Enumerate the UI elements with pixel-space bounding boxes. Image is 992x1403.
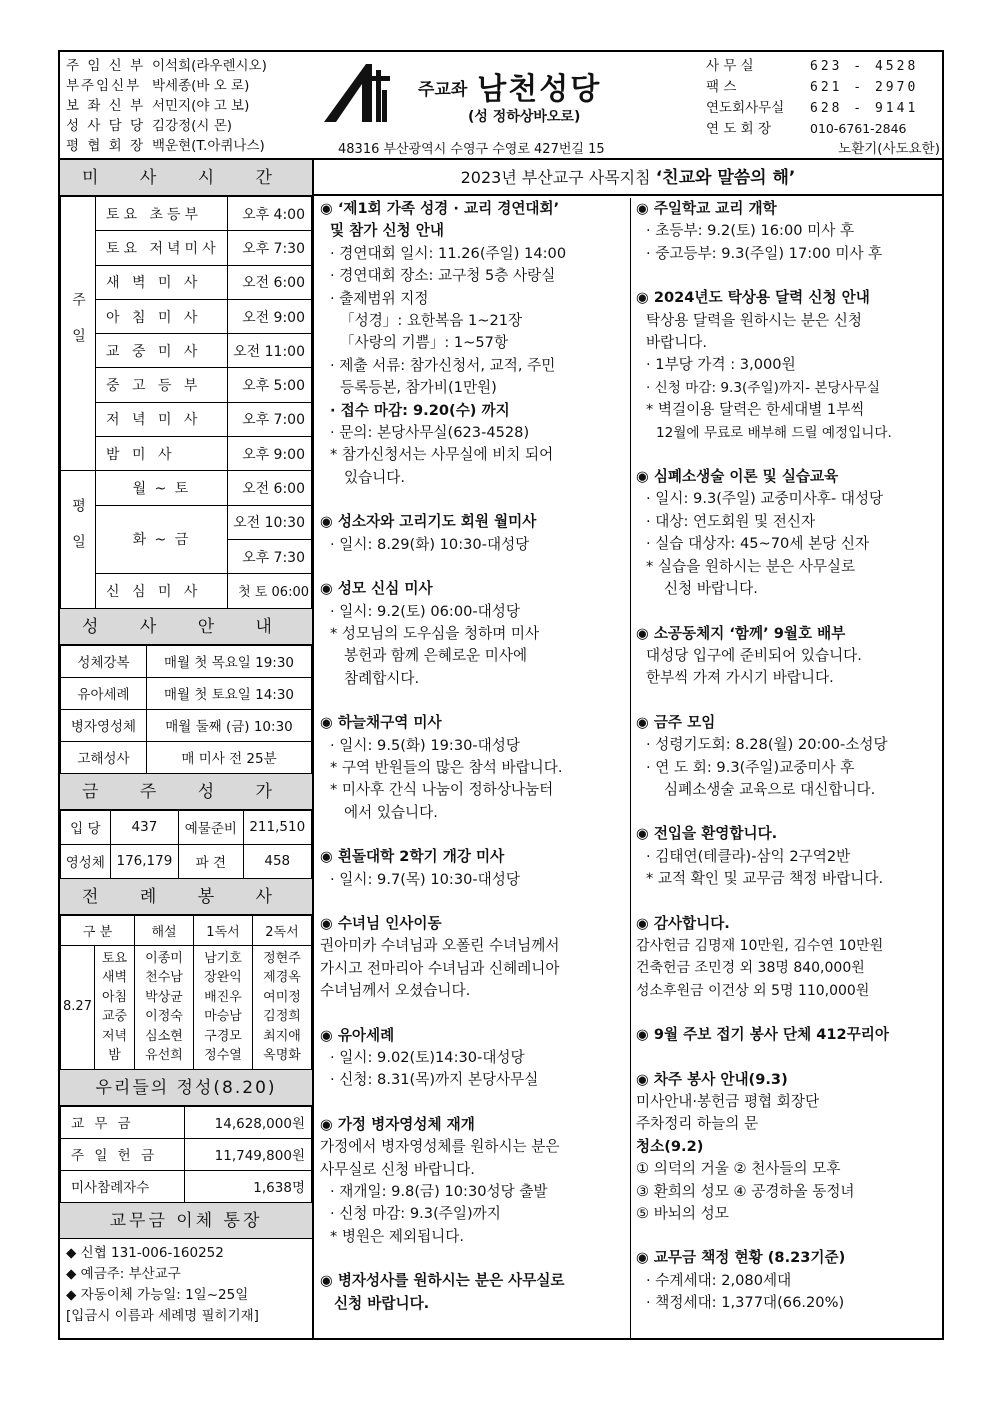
notice-item: ◉ 흰돌대학 2학기 개강 미사 · 일시: 9.7(목) 10:30-대성당 bbox=[320, 848, 520, 888]
staff-list bbox=[66, 56, 267, 156]
header bbox=[60, 52, 942, 160]
bulletin-page bbox=[58, 50, 944, 1340]
notice-item: ◉ 하늘채구역 미사 · 일시: 9.5(화) 19:30-대성당 * 구역 반원들의 많은 참석 바랍니다. * 미사후 간식 나눔이 정하상나눔터 에서 있습니다. bbox=[320, 714, 563, 821]
mass-times-heading: 미 사 시 간 bbox=[60, 160, 312, 196]
hymn-table bbox=[60, 810, 312, 879]
service-commentary: 이종미 천수남 박상균 이정숙 심소현 유선희 bbox=[135, 945, 194, 1069]
table-row: 성체강복 매월 첫 목요일 19:30 bbox=[61, 645, 312, 677]
table-row: 평일 월 ~ 토 오전 6:00 bbox=[61, 471, 312, 505]
contact-row: 팩 스 621 - 2970 bbox=[706, 79, 919, 95]
notice-item: ◉ 유아세례 · 일시: 9.02(토)14:30-대성당 · 신청: 8.31(목)까지 본당사무실 bbox=[320, 1026, 539, 1089]
table-row: 화 ~ 금 오전 10:30 bbox=[61, 505, 312, 539]
staff-row: 부주임신부 박세종(바 오 로) bbox=[66, 78, 250, 94]
notice-item: ◉ 금주 모임 · 성령기도회: 8.28(월) 20:00-소성당 · 연 도 회: 9.3(주일)교중미사 후 심폐소생술 교육으로 대신합니다. bbox=[636, 713, 888, 798]
weekday-label: 평일 bbox=[61, 471, 96, 608]
pastoral-motto-banner: 2023년 부산교구 사목지침 ‘친교와 말씀의 해’ bbox=[314, 160, 942, 196]
table-row: 교 무 금 14,628,000원 bbox=[61, 1106, 312, 1138]
church-logo-icon bbox=[322, 60, 392, 126]
notice-item: ◉ 병자성사를 원하시는 분은 사무실로 신청 바랍니다. bbox=[320, 1272, 565, 1312]
table-row: 입 당 437 예물준비 211,510 bbox=[61, 810, 312, 844]
table-row: 토요 저녁미사 오후 7:30 bbox=[61, 231, 312, 265]
patron-saint: (성 정하상바오로) bbox=[468, 109, 581, 125]
notice-item: ◉ 성소자와 고리기도 회원 월미사 · 일시: 8.29(화) 10:30-대성당 bbox=[320, 513, 537, 553]
notice-item: ◉ 차주 봉사 안내(9.3) 미사안내·봉헌금 평협 회장단 주차정리 하늘의 문 청소(9.2) ① 의덕의 거울 ② 천사들의 모후 ③ 환희의 성모 ④ 공경하올 동정녀 ⑤ 바뇌의 성모 bbox=[636, 1070, 855, 1223]
service-slots: 토요 새벽 아침 교중 저녁 밤 bbox=[95, 945, 135, 1069]
service-reading2: 정현주 제경옥 여미정 김정희 최지애 옥명화 bbox=[253, 945, 312, 1069]
notice-item: ◉ 심폐소생술 이론 및 실습교육 · 일시: 9.3(주일) 교중미사후- 대성당 · 대상: 연도회원 및 전신자 · 실습 대상자: 45~70세 본당 신자 * 실습을 원하시는 분은 사무실로 신청 바랍니다. bbox=[636, 468, 884, 598]
table-row: 저 녁 미 사 오후 7:00 bbox=[61, 402, 312, 436]
notice-column-right bbox=[632, 198, 944, 1337]
staff-row: 주 임 신 부 이석희(라우렌시오) bbox=[66, 58, 267, 74]
staff-row: 보 좌 신 부 서민지(야 고 보) bbox=[66, 98, 250, 114]
table-row: 신 심 미 사 첫 토 06:00 bbox=[61, 574, 312, 608]
service-reading1: 남기호 장완익 배진우 마승남 구경모 정수열 bbox=[194, 945, 253, 1069]
table-row: 유아세례 매월 첫 토요일 14:30 bbox=[61, 677, 312, 709]
notice-item: ◉ 가정 병자영성체 재개 가정에서 병자영성체를 원하시는 분은 사무실로 신청 바랍니다. · 재개일: 9.8(금) 10:30성당 출발 · 신청 마감: 9.3(주일)까지 * 병원은 제외됩니다. bbox=[320, 1115, 560, 1245]
table-row: 교 중 미 사 오전 11:00 bbox=[61, 334, 312, 368]
offering-table bbox=[60, 1106, 312, 1203]
staff-row: 성 사 담 당 김강정(시 몬) bbox=[66, 118, 233, 134]
table-row: 주일 토요 초등부 오후 4:00 bbox=[61, 197, 312, 231]
notice-column-left bbox=[316, 198, 631, 1340]
table-row: 영성체 176,179 파 견 458 bbox=[61, 844, 312, 878]
notice-item: ◉ 수녀님 인사이동 권아미카 수녀님과 오폴린 수녀님께서 가시고 전마리아 수녀님과 신헤레니아 수녀님께서 오셨습니다. bbox=[320, 914, 560, 1000]
notice-item: ◉ 감사합니다. 감사헌금 김명재 10만원, 김수연 10만원 건축헌금 조민경 외 38명 840,000원 성소후원금 이건상 외 5명 110,000원 bbox=[636, 914, 884, 999]
staff-row: 평 협 회 장 백운현(T.아퀴나스) bbox=[66, 138, 265, 154]
table-row: 아 침 미 사 오전 9:00 bbox=[61, 299, 312, 333]
parish-address: 48316 부산광역시 수영구 수영로 427번길 15 bbox=[338, 142, 605, 157]
bank-info: ◆ 신협 131-006-160252 ◆ 예금주: 부산교구 ◆ 자동이체 가능일: 1일~25일 [입금시 이름과 세례명 필히기재] bbox=[66, 1244, 259, 1324]
notice-item: ◉ 2024년도 탁상용 달력 신청 안내 탁상용 달력을 원하시는 분은 신청 바랍니다. · 1부당 가격 : 3,000원 · 신청 마감: 9.3(주일)까지- 본당사무실 * 벽걸이용 달력은 한세대별 1부씩 12월에 무료로 배부해 드릴 예정입니다. bbox=[636, 289, 892, 441]
table-row: 주 일 헌 금 11,749,800원 bbox=[61, 1138, 312, 1170]
bank-heading: 교무금 이체 통장 bbox=[60, 1203, 312, 1239]
table-row: 오후 7:30 bbox=[61, 539, 312, 573]
table-row: 밤 미 사 오후 9:00 bbox=[61, 437, 312, 471]
table-row: 새 벽 미 사 오전 6:00 bbox=[61, 265, 312, 299]
mass-times-table bbox=[60, 196, 312, 609]
contact-row: 사 무 실 623 - 4528 bbox=[706, 58, 919, 74]
notice-item: ◉ 주일학교 교리 개학 · 초등부: 9.2(토) 16:00 미사 후 · 중고등부: 9.3(주일) 17:00 미사 후 bbox=[636, 200, 883, 262]
sacrament-table bbox=[60, 645, 312, 774]
offering-heading: 우리들의 정성(8.20) bbox=[60, 1070, 312, 1106]
table-row: 8.27 토요 새벽 아침 교중 저녁 밤 이종미 천수남 박상균 이정숙 심소현 유선희 남기호 장완익 배진우 마승남 구경모 정수열 정현주 제경옥 여미정 김정희 최지애 옥명화 bbox=[61, 945, 312, 1069]
liturgy-service-table bbox=[60, 915, 312, 1070]
notice-item: ◉ ‘제1회 가족 성경 · 교리 경연대회’ 및 참가 신청 안내 · 경연대회 일시: 11.26(주일) 14:00 · 경연대회 장소: 교구청 5층 사랑실 · 출제범위 지정 「성경」: 요한복음 1~21장 「사랑의 기쁨」: 1~57항 · 제출 서류: 참가신청서, 교적, 주민 등록등본, 참가비(1만원) · 접수 마감: 9.20(수) 까지 · 문의: 본당사무실(623-4528) * 참가신청서는 사무실에 비치 되어 있습니다. bbox=[320, 200, 567, 486]
contact-row: 연 도 회 장 010-6761-2846 bbox=[706, 121, 907, 137]
contact-extra: 노환기(사도요한) bbox=[838, 141, 940, 157]
notice-item: ◉ 소공동체지 ‘함께’ 9월호 배부 대성당 입구에 준비되어 있습니다. 한부씩 가져 가시기 바랍니다. bbox=[636, 624, 862, 687]
parish-title: 주교좌 남천성당 bbox=[418, 72, 602, 107]
left-column bbox=[60, 160, 314, 1340]
liturgy-service-heading: 전 례 봉 사 bbox=[60, 879, 312, 915]
notice-item: ◉ 교무금 책정 현황 (8.23기준) · 수계세대: 2,080세대 · 책정세대: 1,377대(66.20%) bbox=[636, 1249, 846, 1312]
contact-row: 연도회사무실 628 - 9141 bbox=[706, 100, 919, 116]
table-row: 고해성사 매 미사 전 25분 bbox=[61, 741, 312, 773]
contact-list bbox=[706, 56, 940, 159]
notice-item: ◉ 전입을 환영합니다. · 김태연(테클라)-삼익 2구역2반 * 교적 확인 및 교무금 책정 바랍니다. bbox=[636, 825, 884, 888]
hymn-heading: 금 주 성 가 bbox=[60, 774, 312, 810]
notice-item: ◉ 성모 신심 미사 · 일시: 9.2(토) 06:00-대성당 * 성모님의 도우심을 청하며 미사 봉헌과 함께 은혜로운 미사에 참례합시다. bbox=[320, 580, 540, 687]
table-row: 구 분 해설 1독서 2독서 bbox=[61, 915, 312, 945]
table-row: 미사참례자수 1,638명 bbox=[61, 1170, 312, 1202]
sacrament-heading: 성 사 안 내 bbox=[60, 609, 312, 645]
notice-item: ◉ 9월 주보 접기 봉사 단체 412꾸리아 bbox=[636, 1026, 890, 1044]
table-row: 중 고 등 부 오후 5:00 bbox=[61, 368, 312, 402]
table-row: 병자영성체 매월 둘째 (금) 10:30 bbox=[61, 709, 312, 741]
sunday-label: 주일 bbox=[61, 197, 96, 471]
